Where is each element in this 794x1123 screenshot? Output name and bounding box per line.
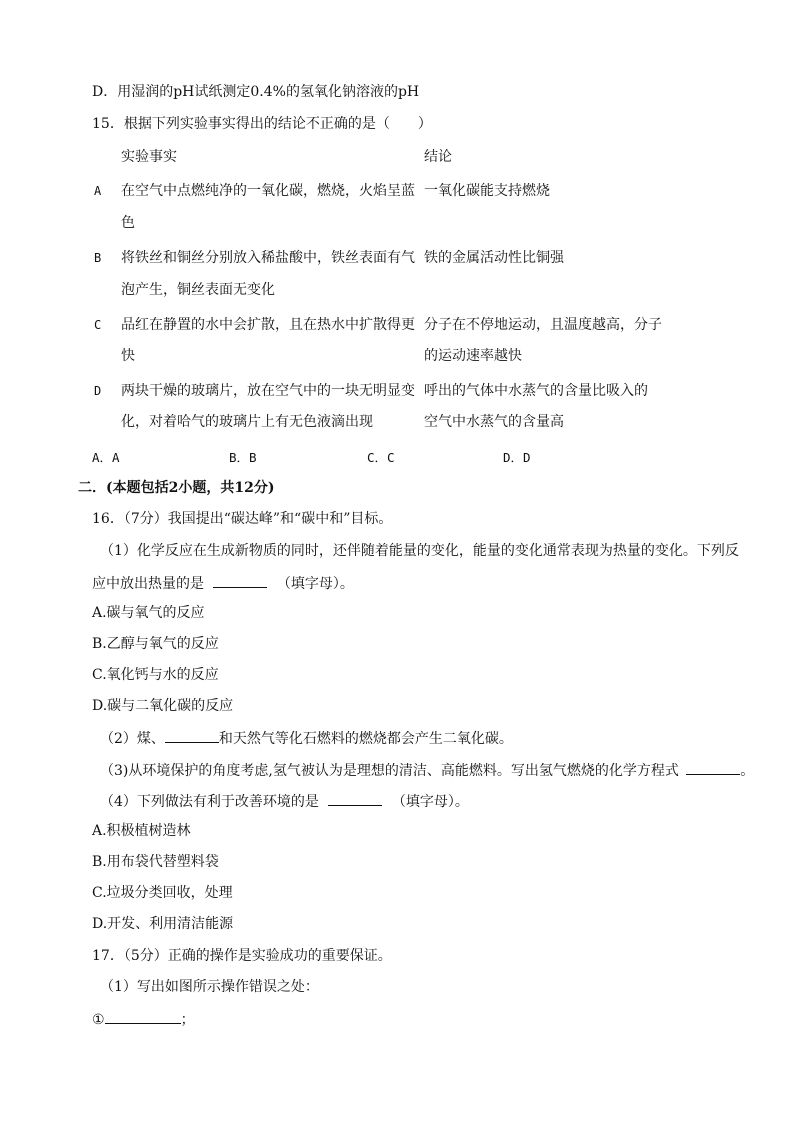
q17-item1-mark: ① <box>92 1012 105 1028</box>
q16-part1-option: C.氧化钙与水的反应 <box>92 667 219 683</box>
q15-row-letter: B <box>94 251 102 265</box>
answer-blank[interactable] <box>165 728 219 743</box>
q16-part4 <box>100 791 469 811</box>
answer-blank[interactable] <box>213 573 267 588</box>
q15-row-fact-cont: 色 <box>121 215 135 231</box>
q16-part4-option: A.积极植树造林 <box>92 823 191 839</box>
q15-row-fact-cont: 快 <box>121 348 135 364</box>
q15-choice-d: D．D <box>503 450 531 465</box>
q15-row-conclusion: 呼出的气体中水蒸气的含量比吸入的 <box>424 383 648 399</box>
answer-blank[interactable] <box>105 1009 181 1024</box>
q15-row-fact: 两块干燥的玻璃片，放在空气中的一块无明显变 <box>121 383 415 399</box>
q16-part4-option: D.开发、利用清洁能源 <box>92 916 234 932</box>
q15-row-conclusion: 一氧化碳能支持燃烧 <box>424 183 550 199</box>
q14-option-d: D．用湿润的pH试纸测定0.4%的氢氧化钠溶液的pH <box>92 84 420 100</box>
q15-row-conclusion: 分子在不停地运动，且温度越高，分子 <box>424 317 662 333</box>
q15-row-letter: D <box>94 384 102 398</box>
q17-part1: （1）写出如图所示操作错误之处： <box>100 979 319 995</box>
q16-part4-option: C.垃圾分类回收，处理 <box>92 885 233 901</box>
q15-row-letter: C <box>94 318 102 332</box>
q16-part2-head: （2）煤、 <box>100 731 165 747</box>
q15-row-fact-cont: 泡产生，铜丝表面无变化 <box>121 282 275 298</box>
q15-choice-b: B．B <box>229 450 257 465</box>
q16-part1-question: 应中放出热量的是 <box>92 576 204 592</box>
q15-row-conclusion-cont: 空气中水蒸气的含量高 <box>424 414 564 430</box>
q16-part2 <box>100 728 513 748</box>
q16-part1-option: A.碳与氧气的反应 <box>92 605 205 621</box>
q15-row-fact: 品红在静置的水中会扩散，且在热水中扩散得更 <box>121 317 415 333</box>
q15-row-fact: 将铁丝和铜丝分别放入稀盐酸中，铁丝表面有气 <box>121 250 415 266</box>
q15-row-conclusion: 铁的金属活动性比铜强 <box>424 250 564 266</box>
q16-part3-text: （3)从环境保护的角度考虑,氢气被认为是理想的清洁、高能燃料。写出氢气燃烧的化学方程式 <box>100 763 679 779</box>
answer-blank[interactable] <box>686 760 740 775</box>
q16-part1-line2 <box>92 573 354 593</box>
q16-stem: 16．（7分）我国提出“碳达峰”和“碳中和”目标。 <box>92 511 393 527</box>
q16-part4-option: B.用布袋代替塑料袋 <box>92 854 219 870</box>
q15-row-fact-cont: 化，对着哈气的玻璃片上有无色液滴出现 <box>121 414 373 430</box>
q16-part3 <box>100 760 754 780</box>
q15-header-conclusion: 结论 <box>424 149 452 165</box>
section-heading: 二．(本题包括2小题，共12分) <box>78 480 275 496</box>
q16-part1-option: D.碳与二氧化碳的反应 <box>92 698 234 714</box>
q15-header-fact: 实验事实 <box>121 149 177 165</box>
answer-blank[interactable] <box>328 791 382 806</box>
q16-part1-line1: （1）化学反应在生成新物质的同时，还伴随着能量的变化，能量的变化通常表现为热量的变化。下列反 <box>100 543 739 559</box>
q16-part1-hint: （填字母）。 <box>276 576 354 592</box>
q17-stem: 17．（5分）正确的操作是实验成功的重要保证。 <box>92 948 392 964</box>
q17-item1-tail: ； <box>180 1012 195 1028</box>
q15-stem: 15．根据下列实验事实得出的结论不正确的是（ ） <box>92 116 432 132</box>
q15-row-letter: A <box>94 184 102 198</box>
q16-part4-question: （4）下列做法有利于改善环境的是 <box>100 794 319 810</box>
q15-choice-c: C．C <box>367 450 395 465</box>
q17-item1 <box>92 1009 195 1029</box>
q15-row-fact: 在空气中点燃纯净的一氧化碳，燃烧，火焰呈蓝 <box>121 183 415 199</box>
q15-row-conclusion-cont: 的运动速率越快 <box>424 348 522 364</box>
q16-part3-tail: 。 <box>740 763 755 779</box>
q16-part1-option: B.乙醇与氧气的反应 <box>92 636 219 652</box>
q15-choice-a: A．A <box>92 450 120 465</box>
q16-part4-hint: （填字母）。 <box>391 794 469 810</box>
q16-part2-tail: 和天然气等化石燃料的燃烧都会产生二氧化碳。 <box>218 731 513 747</box>
